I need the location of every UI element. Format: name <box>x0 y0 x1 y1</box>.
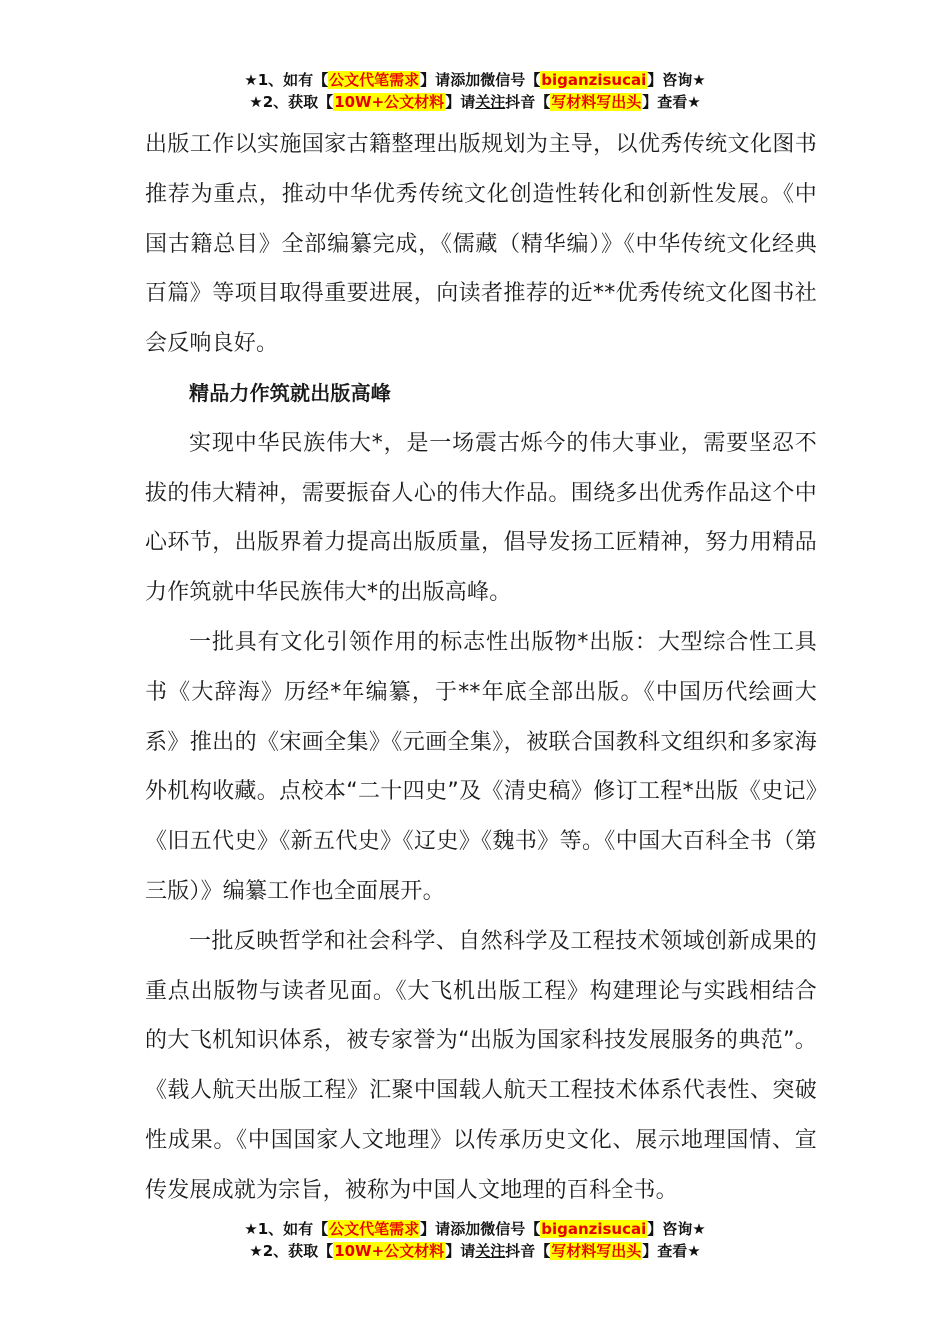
banner-line-2 <box>0 91 950 113</box>
banner-text: 】查看★ <box>642 1242 701 1260</box>
header-banner <box>0 69 950 113</box>
highlight-service: 公文代笔需求 <box>329 71 420 89</box>
banner-text: 抖音【 <box>505 1242 551 1260</box>
banner-line-1 <box>0 1218 950 1240</box>
banner-text: ★1、如有【 <box>244 71 329 89</box>
banner-emphasis: 添加 <box>450 1220 481 1238</box>
banner-text: ★2、获取【 <box>249 1242 334 1260</box>
document-body <box>145 120 817 1216</box>
banner-text: ★1、如有【 <box>244 1220 329 1238</box>
banner-text: 】请 <box>445 93 476 111</box>
banner-text: 】咨询★ <box>647 71 706 89</box>
highlight-wechat-id: biganzisucai <box>541 71 647 89</box>
highlight-douyin-account: 写材料写出头 <box>551 93 642 111</box>
banner-emphasis: 关注 <box>475 93 506 111</box>
banner-line-1 <box>0 69 950 91</box>
banner-text: 】请 <box>420 71 451 89</box>
highlight-wechat-id: biganzisucai <box>541 1220 647 1238</box>
banner-text: ★2、获取【 <box>249 93 334 111</box>
banner-text: 】请 <box>420 1220 451 1238</box>
highlight-materials: 10W+公文材料 <box>334 93 445 111</box>
highlight-service: 公文代笔需求 <box>329 1220 420 1238</box>
banner-text: 微信号【 <box>480 1220 541 1238</box>
highlight-materials: 10W+公文材料 <box>334 1242 445 1260</box>
highlight-douyin-account: 写材料写出头 <box>551 1242 642 1260</box>
footer-banner <box>0 1218 950 1262</box>
banner-text: 】查看★ <box>642 93 701 111</box>
banner-line-2 <box>0 1240 950 1262</box>
banner-text: 微信号【 <box>480 71 541 89</box>
banner-emphasis: 关注 <box>475 1242 506 1260</box>
banner-text: 】咨询★ <box>647 1220 706 1238</box>
paragraph-landmark-publications: 一批具有文化引领作用的标志性出版物*出版：大型综合性工具书《大辞海》历经*年编纂，于**年底全部出版。《中国历代绘画大系》推出的《宋画全集》《元画全集》，被联合国教科文组织和多家海外机构收藏。点校本“二十四史”及《清史稿》修订工程*出版《史记》《旧五代史》《新五代史》《辽史》《魏书》等。《中国大百科全书（第三版）》编纂工作也全面展开。 <box>145 629 817 904</box>
paragraph-traditional-culture: 出版工作以实施国家古籍整理出版规划为主导，以优秀传统文化图书推荐为重点，推动中华优秀传统文化创造性转化和创新性发展。《中国古籍总目》全部编纂完成，《儒藏（精华编）》《中华传统文化经典百篇》等项目取得重要进展，向读者推荐的近**优秀传统文化图书社会反响良好。 <box>145 132 817 357</box>
banner-emphasis: 添加 <box>450 71 481 89</box>
banner-text: 】请 <box>445 1242 476 1260</box>
section-heading: 精品力作筑就出版高峰 <box>189 380 391 405</box>
paragraph-innovation-publications: 一批反映哲学和社会科学、自然科学及工程技术领域创新成果的重点出版物与读者见面。《大飞机出版工程》构建理论与实践相结合的大飞机知识体系，被专家誉为“出版为国家科技发展服务的典范”。《载人航天出版工程》汇聚中国载人航天工程技术体系代表性、突破性成果。《中国国家人文地理》以传承历史文化、展示地理国情、宣传发展成就为宗旨，被称为中国人文地理的百科全书。 <box>145 928 817 1203</box>
banner-text: 抖音【 <box>505 93 551 111</box>
paragraph-publishing-peak: 实现中华民族伟大*，是一场震古烁今的伟大事业，需要坚忍不拔的伟大精神，需要振奋人心的伟大作品。围绕多出优秀作品这个中心环节，出版界着力提高出版质量，倡导发扬工匠精神，努力用精品力作筑就中华民族伟大*的出版高峰。 <box>145 430 817 606</box>
